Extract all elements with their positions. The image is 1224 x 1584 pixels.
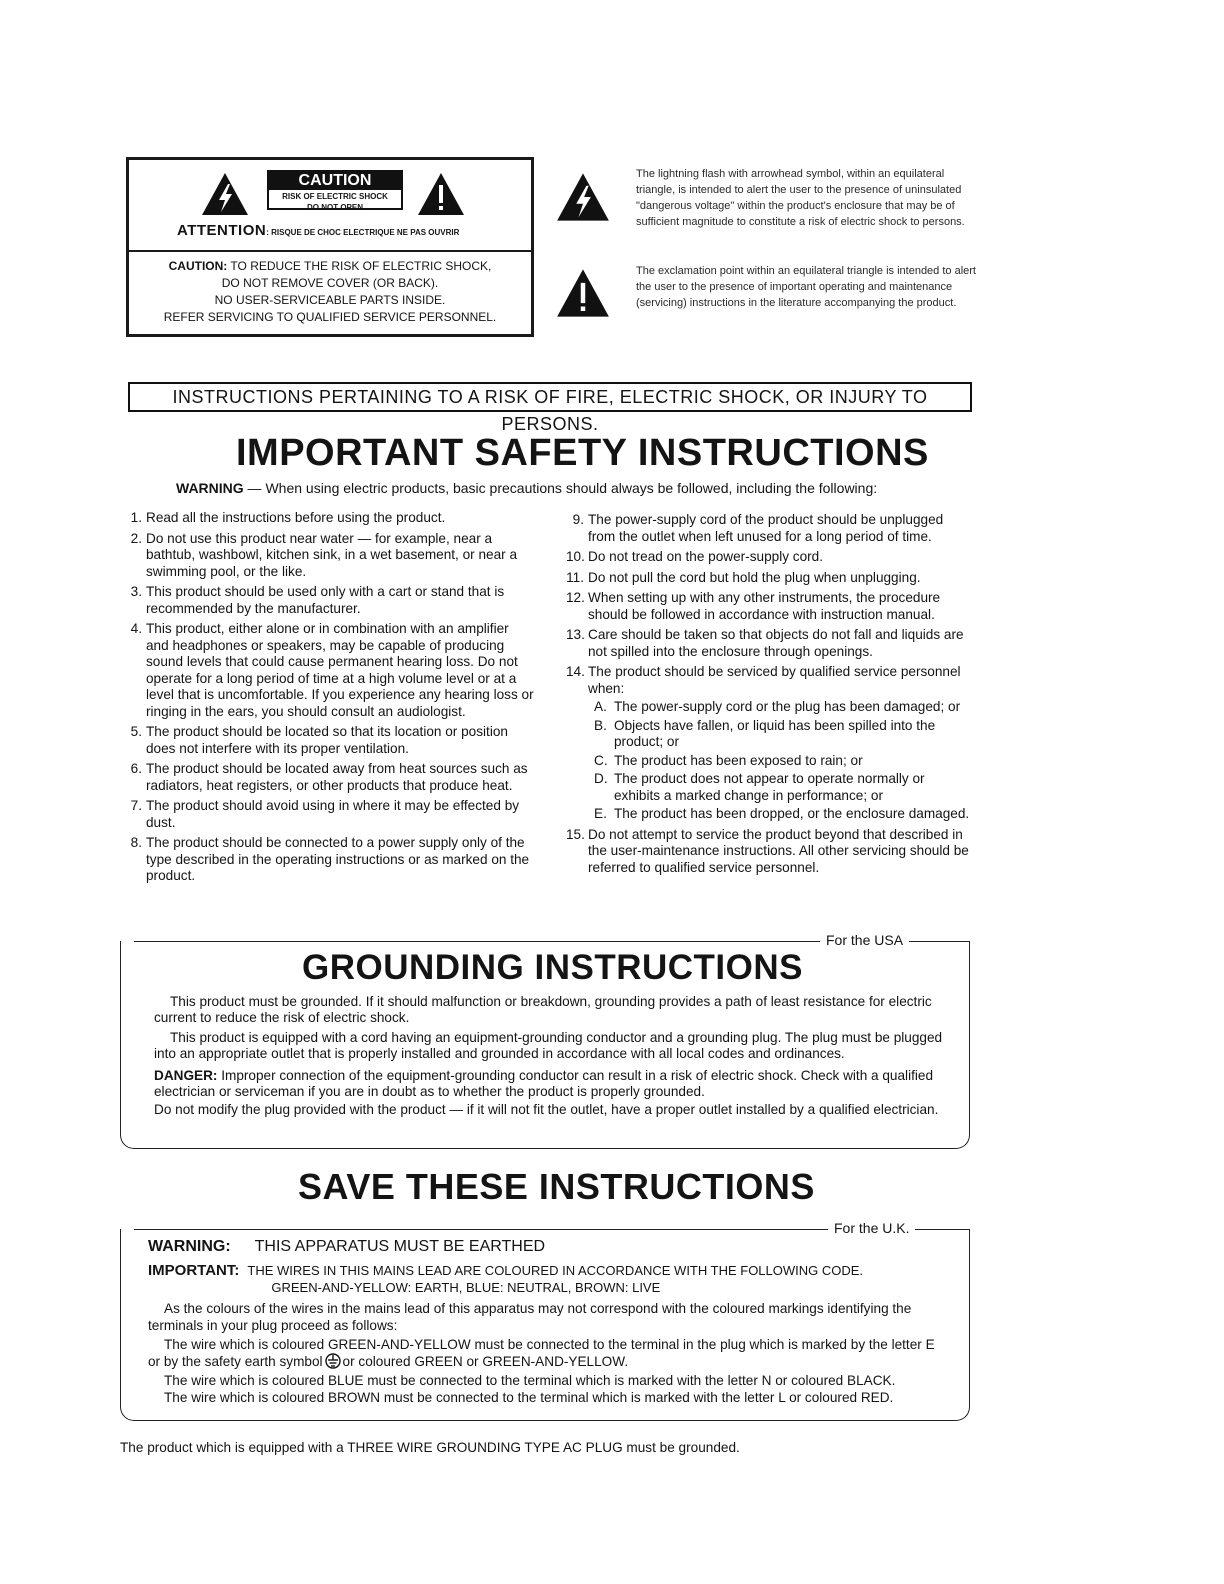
- caution-body: [129, 258, 531, 326]
- attention-word: ATTENTION: [177, 222, 267, 239]
- safety-item-number: 13.: [566, 627, 585, 642]
- safety-warning-text: — When using electric products, basic precautions should always be followed, including the following:: [243, 480, 878, 496]
- safety-item-number: 14.: [566, 664, 585, 679]
- caution-box: [126, 157, 534, 337]
- safety-item: [124, 835, 534, 885]
- safety-warning-line: [176, 480, 877, 496]
- safety-item-number: 6.: [130, 761, 142, 776]
- caution-heading: CAUTION:: [168, 259, 228, 273]
- safety-warning-label: WARNING: [176, 480, 244, 496]
- uk-p4: The wire which is coloured BROWN must be connected to the terminal which is marked with the letter L or coloured RED.: [164, 1390, 894, 1405]
- safety-sub-item: [588, 718, 972, 751]
- grounding-p1: This product must be grounded. If it should malfunction or breakdown, grounding provides a path of least resistance for electric current to reduce the risk of electric shock.: [154, 994, 932, 1025]
- safety-item-text: Do not use this product near water — for example, near a bathtub, washbowl, kitchen sink, in a wet basement, or near a swimming pool, or the like.: [146, 530, 518, 579]
- safety-sub-item-letter: E.: [594, 806, 607, 821]
- safety-sub-item: [588, 699, 972, 716]
- safety-item-number: 7.: [130, 798, 142, 813]
- caution-label: [267, 170, 403, 210]
- safety-item: [124, 798, 534, 831]
- safety-title: IMPORTANT SAFETY INSTRUCTIONS: [236, 432, 929, 474]
- grounding-p4: Do not modify the plug provided with the product — if it will not fit the outlet, have a proper outlet installed by a qualified electrician.: [154, 1102, 939, 1117]
- safety-item-text: The product should be serviced by qualified service personnel when:: [588, 664, 961, 696]
- safety-sub-item: [588, 806, 972, 823]
- attention-french: : RISQUE DE CHOC ELECTRIQUE NE PAS OUVRIR: [266, 228, 460, 237]
- safety-item: [566, 590, 972, 623]
- safety-item: [124, 724, 534, 757]
- safety-item-number: 11.: [566, 569, 584, 585]
- safety-item-text: When setting up with any other instruments, the procedure should be followed in accordance with instruction manual.: [588, 590, 941, 622]
- safety-item: [566, 512, 972, 545]
- safety-item-text: The product should be connected to a power supply only of the type described in the operating instructions or as marked on the product.: [146, 835, 530, 883]
- grounding-p3: Improper connection of the equipment-grounding conductor can result in a risk of electric shock. Check with a qualified electrician or serviceman if you are in doubt as to whether the product is properly grounded.: [154, 1068, 934, 1099]
- save-title: SAVE THESE INSTRUCTIONS: [298, 1166, 815, 1207]
- safety-item: [124, 761, 534, 794]
- lightning-symbol-description: The lightning flash with arrowhead symbol, within an equilateral triangle, is intended to alert the user to the presence of uninsulated "dangerous voltage" within the product's enclosure that may be of sufficient magnitude to constitute a risk of electric shock to persons.: [636, 168, 965, 228]
- safety-item-number: 3.: [130, 584, 142, 599]
- caution-label-title: CAUTION: [269, 172, 401, 190]
- caution-line-2: DO NOT REMOVE COVER (OR BACK).: [221, 276, 439, 290]
- caution-line-4: REFER SERVICING TO QUALIFIED SERVICE PERSONNEL.: [163, 310, 497, 324]
- safety-item: [124, 510, 534, 527]
- uk-p1: As the colours of the wires in the mains lead of this apparatus may not correspond with the coloured markings identifying the terminals in your plug proceed as follows:: [148, 1301, 912, 1333]
- safety-item-number: 9.: [572, 512, 584, 527]
- safety-sub-item-letter: D.: [594, 771, 608, 786]
- uk-important-label: IMPORTANT:: [148, 1262, 240, 1279]
- safety-item: [124, 621, 534, 720]
- caution-label-sub1: RISK OF ELECTRIC SHOCK: [282, 192, 388, 201]
- safety-item-text: The product should avoid using in where it may be effected by dust.: [146, 798, 520, 830]
- earth-symbol-icon: [325, 1353, 341, 1369]
- safety-item: [566, 664, 972, 823]
- safety-item-number: 12.: [566, 590, 585, 605]
- uk-block: [148, 1236, 948, 1406]
- uk-p2a: The wire which is coloured GREEN-AND-YELLOW must be connected to the terminal in the plug which is marked by the letter E or by the safety earth symbol: [148, 1337, 935, 1369]
- footer-note: The product which is equipped with a THREE WIRE GROUNDING TYPE AC PLUG must be grounded.: [120, 1440, 740, 1455]
- caution-label-sub2: DO NOT OPEN: [306, 203, 363, 212]
- safety-item-number: 10.: [566, 549, 585, 564]
- safety-item-text: This product, either alone or in combination with an amplifier and headphones or speakers, may be capable of producing sound levels that could cause permanent hearing loss. Do not operate for a long period of time at a high volume level or at a level that is uncomfortable. If you experience any hearing loss or ringing in the ears, you should consult an audiologist.: [146, 621, 534, 719]
- uk-p3: The wire which is coloured BLUE must be connected to the terminal which is marked with the letter N or coloured BLACK.: [164, 1373, 896, 1388]
- safety-sub-item: [588, 771, 972, 804]
- safety-item-text: The product should be located so that its location or position does not interfere with its proper ventilation.: [146, 724, 508, 756]
- safety-item-text: Read all the instructions before using the product.: [146, 510, 446, 525]
- safety-item: [566, 570, 972, 587]
- grounding-p3-block: [154, 1068, 944, 1100]
- safety-sub-list: [588, 699, 972, 823]
- safety-item: [566, 827, 972, 877]
- lightning-symbol-icon: [556, 172, 610, 222]
- caution-line-3: NO USER-SERVICEABLE PARTS INSIDE.: [214, 293, 446, 307]
- safety-item-number: 4.: [130, 621, 142, 636]
- safety-item-number: 15.: [566, 826, 585, 842]
- safety-list-left: [124, 510, 534, 889]
- safety-sub-item-text: The power-supply cord or the plug has been damaged; or: [614, 699, 961, 714]
- attention-line: [177, 222, 459, 239]
- safety-item: [566, 627, 972, 660]
- safety-item: [566, 549, 972, 566]
- exclamation-symbol-description: The exclamation point within an equilateral triangle is intended to alert the user to the presence of important operating and maintenance (servicing) instructions in the literature accompanying the product.: [636, 265, 976, 309]
- exclamation-warning-icon: [417, 172, 465, 216]
- safety-sub-item-letter: A.: [594, 699, 607, 714]
- grounding-region-tag: For the USA: [820, 932, 909, 948]
- uk-important-line: [148, 1262, 948, 1296]
- safety-item-number: 1.: [130, 510, 142, 525]
- safety-item-text: The power-supply cord of the product should be unplugged from the outlet when left unused for a long period of time.: [588, 512, 944, 544]
- safety-sub-item-letter: C.: [594, 752, 608, 768]
- safety-sub-item-text: The product has been dropped, or the enclosure damaged.: [614, 806, 970, 821]
- lightning-warning-icon: [201, 172, 249, 216]
- safety-item-number: 2.: [130, 530, 142, 546]
- safety-item-number: 5.: [130, 724, 142, 739]
- uk-warning-label: WARNING:: [148, 1238, 231, 1255]
- uk-important-content: [247, 1262, 863, 1296]
- grounding-p2: This product is equipped with a cord having an equipment-grounding conductor and a grounding plug. The plug must be plugged into an appropriate outlet that is properly installed and grounded in accordance with all local codes and ordinances.: [154, 1030, 943, 1061]
- safety-item: [124, 531, 534, 581]
- safety-item-text: This product should be used only with a cart or stand that is recommended by the manufacturer.: [146, 584, 505, 616]
- uk-warning-text: THIS APPARATUS MUST BE EARTHED: [254, 1238, 546, 1255]
- uk-region-tag: For the U.K.: [828, 1220, 915, 1236]
- danger-label: DANGER:: [154, 1068, 218, 1083]
- uk-p2b: or coloured GREEN or GREEN-AND-YELLOW.: [342, 1354, 629, 1369]
- safety-item-text: Care should be taken so that objects do not fall and liquids are not spilled into the enclosure through openings.: [588, 627, 964, 659]
- safety-item: [124, 584, 534, 617]
- caution-top-panel: [129, 160, 531, 252]
- safety-sub-item-text: The product has been exposed to rain; or: [614, 752, 863, 768]
- safety-item-text: The product should be located away from heat sources such as radiators, heat registers, or other products that produce heat.: [146, 761, 528, 793]
- safety-list-right: [566, 512, 972, 880]
- safety-item-text: Do not tread on the power-supply cord.: [588, 549, 824, 564]
- safety-item-text: Do not pull the cord but hold the plug when unplugging.: [588, 569, 921, 585]
- uk-warning-line: [148, 1236, 948, 1258]
- safety-sub-item: [588, 753, 972, 770]
- safety-item-number: 8.: [130, 835, 142, 850]
- uk-code-line: GREEN-AND-YELLOW: EARTH, BLUE: NEUTRAL, BROWN: LIVE: [271, 1280, 661, 1295]
- safety-sub-item-text: Objects have fallen, or liquid has been spilled into the product; or: [614, 717, 936, 749]
- safety-item-text: Do not attempt to service the product beyond that described in the user-maintenance instructions. All other servicing should be referred to qualified service personnel.: [588, 826, 969, 875]
- fire-risk-banner: INSTRUCTIONS PERTAINING TO A RISK OF FIRE, ELECTRIC SHOCK, OR INJURY TO PERSONS.: [128, 382, 972, 412]
- uk-p2: [148, 1336, 948, 1370]
- grounding-title: GROUNDING INSTRUCTIONS: [302, 948, 803, 987]
- safety-sub-item-letter: B.: [594, 717, 607, 733]
- safety-sub-item-text: The product does not appear to operate normally or exhibits a marked change in performance; or: [614, 771, 925, 803]
- caution-line-1: TO REDUCE THE RISK OF ELECTRIC SHOCK,: [230, 259, 492, 273]
- uk-important-text: THE WIRES IN THIS MAINS LEAD ARE COLOURED IN ACCORDANCE WITH THE FOLLOWING CODE.: [247, 1263, 864, 1278]
- exclamation-symbol-icon: [556, 268, 610, 318]
